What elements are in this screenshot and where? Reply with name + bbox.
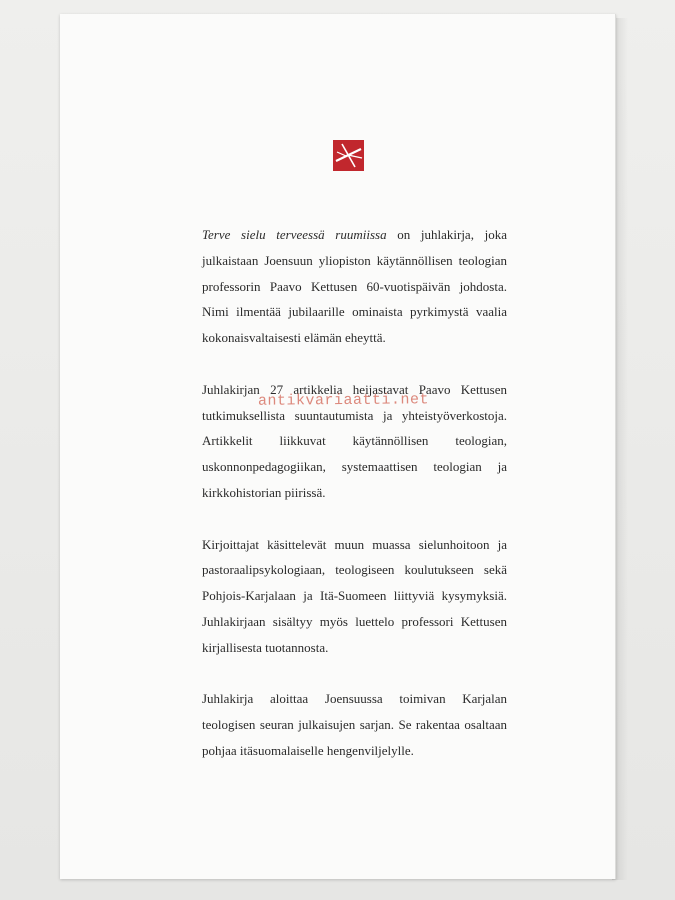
paragraph-text: on juhlakirja, joka julkaistaan Joensuun yliopiston käytännöllisen teologian professorin Paavo Kettusen 60-vuotispäivän johdosta. Nimi ilmentää jubilaarille ominaista pyrkimystä vaalia kokonaisvaltaisesti elämän eheyttä. bbox=[202, 227, 507, 346]
paragraph-text: Juhlakirjan 27 artikkelia heijastavat Paavo Kettusen tutkimuksellista suuntautumista ja yhteistyöverkostoja. Artikkelit liikkuvat käytännöllisen teologian, uskonnonpedagogiikan, systemaattisen teologian ja kirkkohistorian piirissä. bbox=[202, 381, 507, 500]
blurb-paragraph-3 bbox=[202, 532, 507, 661]
paragraph-text: Kirjoittajat käsittelevät muun muassa sielunhoitoon ja pastoraalipsykologiaan, teologiseen koulutukseen sekä Pohjois-Karjalaan ja Itä-Suomeen liittyviä kysymyksiä. Juhlakirjaan sisältyy myös luettelo professori Kettusen kirjallisesta tuotannosta. bbox=[202, 536, 507, 655]
paragraph-text: Juhlakirja aloittaa Joensuussa toimivan Karjalan teologisen seuran julkaisujen sarjan. Se rakentaa osaltaan pohjaa itäsuomalaiselle hengenviljelylle. bbox=[202, 691, 507, 758]
book-title: Terve sielu terveessä ruumiissa bbox=[202, 227, 387, 242]
blurb-paragraph-4 bbox=[202, 686, 507, 763]
publisher-logo-icon bbox=[333, 140, 364, 171]
back-cover-blurb bbox=[202, 222, 507, 790]
blurb-paragraph-1 bbox=[202, 222, 507, 351]
seller-watermark: antikvariaatti.net bbox=[257, 391, 430, 410]
